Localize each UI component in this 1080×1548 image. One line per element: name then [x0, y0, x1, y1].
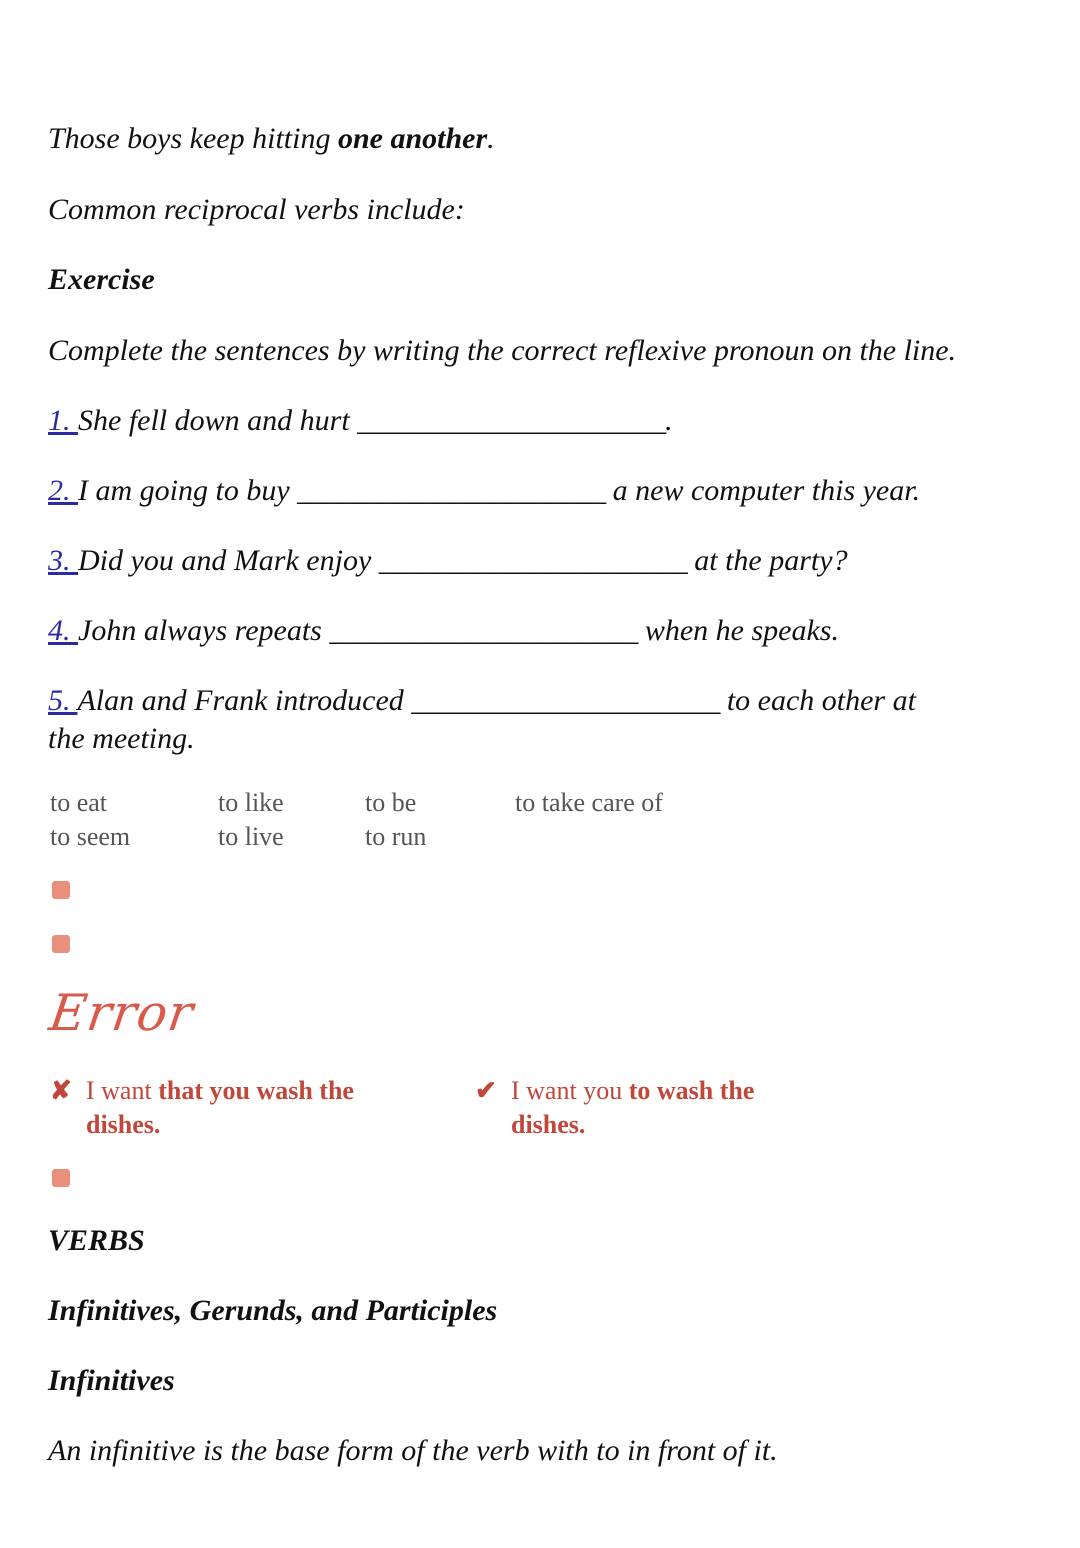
item-number-link[interactable]: 1. [48, 404, 78, 437]
verb-item: to be [365, 788, 417, 817]
verb-item: to live [218, 822, 284, 851]
error-title: Error [45, 984, 198, 1042]
exercise-item-continuation: the meeting. [48, 722, 195, 755]
example-bold: one another [337, 122, 488, 155]
exercise-item: 2. I am going to buy ______________________ a new computer this year. [48, 474, 921, 507]
exercise-item: 5. Alan and Frank introduced ______________________ to each other at [48, 684, 916, 717]
check-icon: ✔ [475, 1076, 497, 1105]
section-subheading: Infinitives, Gerunds, and Participles [48, 1294, 498, 1327]
example-end: . [487, 122, 495, 155]
item-number-link[interactable]: 3. [48, 544, 78, 577]
common-verbs-label: Common reciprocal verbs include: [48, 193, 465, 226]
item-number-link[interactable]: 4. [48, 614, 78, 647]
example-sentence [48, 122, 495, 156]
answer-blank: ______________________ [357, 404, 666, 437]
answer-blank: ______________________ [411, 684, 720, 717]
answer-blank: ______________________ [329, 614, 638, 647]
exercise-item: 4. John always repeats ______________________ when he speaks. [48, 614, 839, 647]
exercise-instruction: Complete the sentences by writing the correct reflexive pronoun on the line. [48, 334, 957, 367]
correct-example: ✔ I want you to wash the dishes. [475, 1076, 755, 1139]
verb-item: to seem [50, 822, 131, 851]
verb-item: to eat [50, 788, 108, 817]
cross-icon: ✘ [50, 1076, 72, 1105]
bullet-square [52, 1169, 70, 1187]
verb-item: to run [365, 822, 427, 851]
exercise-item: 3. Did you and Mark enjoy ______________________ at the party? [48, 544, 848, 577]
wrong-example: ✘ I want that you wash the dishes. [50, 1076, 354, 1139]
item-number-link[interactable]: 5. [48, 684, 78, 717]
bullet-square [52, 935, 70, 953]
section-subheading-2: Infinitives [48, 1364, 175, 1397]
section-heading: VERBS [48, 1224, 145, 1257]
answer-blank: ______________________ [297, 474, 606, 507]
example-text: Those boys keep hitting [48, 122, 338, 155]
item-number-link[interactable]: 2. [48, 474, 78, 507]
definition-text: An infinitive is the base form of the verb with to in front of it. [48, 1434, 778, 1467]
bullet-square [52, 881, 70, 899]
exercise-item: 1. She fell down and hurt ______________________. [48, 404, 673, 437]
verb-item: to like [218, 788, 284, 817]
verb-item: to take care of [515, 788, 663, 817]
exercise-heading: Exercise [48, 263, 155, 296]
answer-blank: ______________________ [378, 544, 687, 577]
